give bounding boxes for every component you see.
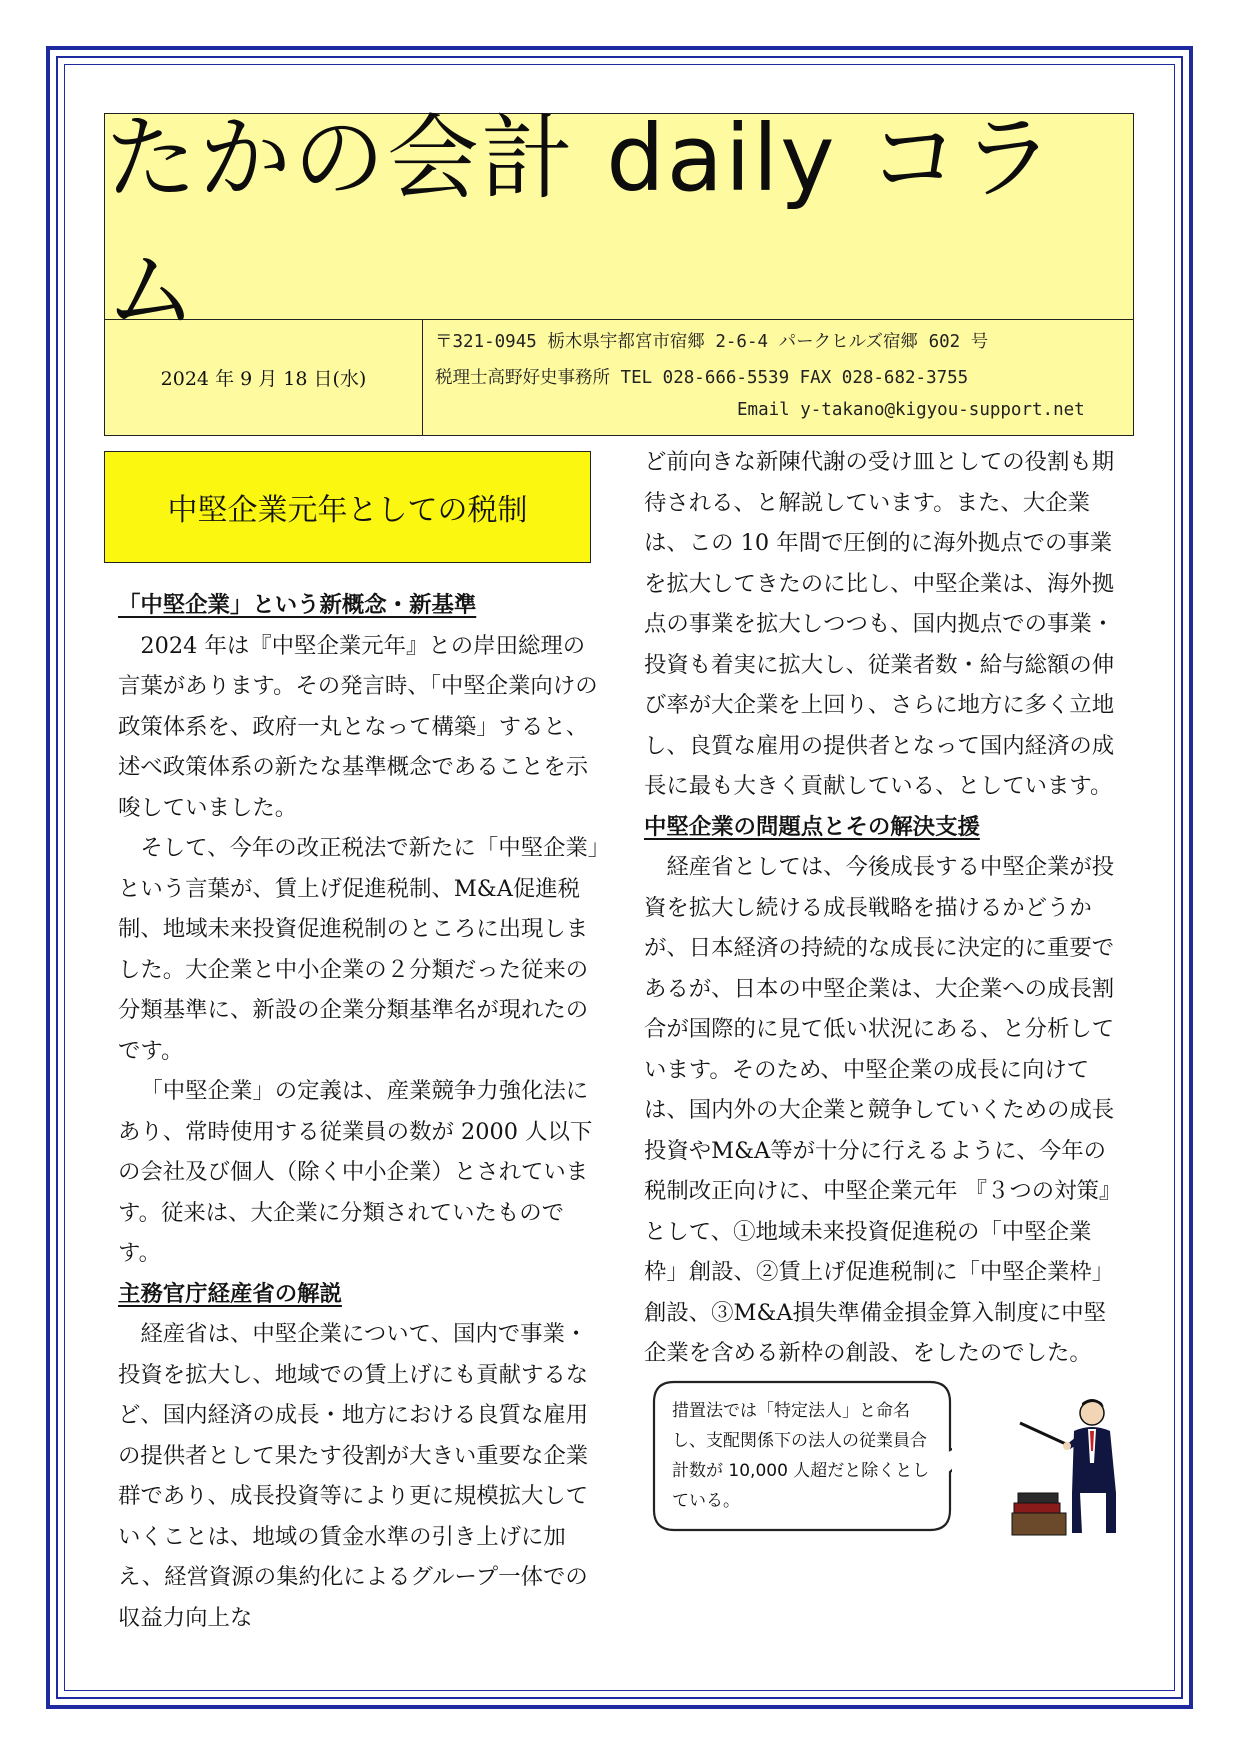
left-column bbox=[118, 585, 600, 1638]
presenter-pointer-icon bbox=[1010, 1393, 1125, 1538]
speech-bubble-text: 措置法では「特定法人」と命名し、支配関係下の法人の従業員合計数が 10,000 人超だと除くとしている。 bbox=[672, 1401, 930, 1511]
newsletter-header bbox=[104, 104, 1134, 436]
paragraph: 経産省は、中堅企業について、国内で事業・投資を拡大し、地域での賃上げにも貢献するなど、国内経済の成長・地方における良質な雇用の提供者として果たす役割が大きい重要な企業群であり、成長投資等により更に規模拡大していくことは、地域の賃金水準の引き上げに加え、経営資源の集約化によるグループ一体での収益力向上な bbox=[118, 1321, 589, 1631]
office-info bbox=[423, 320, 1133, 435]
right-column bbox=[644, 442, 1124, 1374]
paragraph: ど前向きな新陳代謝の受け皿としての役割も期待される、と解説しています。また、大企業は、この 10 年間で圧倒的に海外拠点での事業を拡大してきたのに比し、中堅企業は、海外拠点の事業を拡大しつつも、国内拠点での事業・投資も着実に拡大し、従業者数・給与総額の伸び率が大企業を上回り、さらに地方に多く立地し、良質な雇用の提供者となって国内経済の成長に最も大きく貢献している、としています。 bbox=[644, 449, 1115, 799]
section-heading-new-concept: 「中堅企業」という新概念・新基準 bbox=[118, 592, 477, 618]
office-name-phone: 税理士高野好史事務所 TEL 028-666-5539 FAX 028-682-3755 bbox=[435, 368, 969, 388]
paragraph: 「中堅企業」の定義は、産業競争力強化法にあり、常時使用する従業員の数が 2000 人以下の会社及び個人（除く中小企業）とされています。従来は、大企業に分類されていたものです。 bbox=[118, 1078, 593, 1266]
section-heading-issues: 中堅企業の問題点とその解決支援 bbox=[644, 813, 980, 840]
article-title: 中堅企業元年としての税制 bbox=[104, 451, 591, 563]
office-email: Email y-takano@kigyou-support.net bbox=[737, 400, 1085, 420]
section-heading-meti: 主務官庁経産省の解説 bbox=[118, 1280, 342, 1307]
newsletter-title: たかの会計 daily コラム bbox=[105, 114, 1133, 320]
paragraph: 経産省としては、今後成長する中堅企業が投資を拡大し続ける成長戦略を描けるかどうかが、日本経済の持続的な成長に決定的に重要であるが、日本の中堅企業は、大企業への成長割合が国際的に見て低い状況にある、と分析しています。そのため、中堅企業の成長に向けては、国内外の大企業と競争していくための成長投資やM&A等が十分に行えるように、今年の税制改正向けに、中堅企業元年 『３つの対策』として、①地域未来投資促進税の「中堅企業枠」創設、②賃上げ促進税制に「中堅企業枠」創設、③M&A損失準備金損金算入制度に中堅企業を含める新枠の創設、をしたのでした。 bbox=[644, 854, 1122, 1366]
issue-date: 2024 年 9 月 18 日(水) bbox=[105, 320, 423, 435]
paragraph: そして、今年の改正税法で新たに「中堅企業」という言葉が、賃上げ促進税制、M&A促進税制、地域未来投資促進税制のところに出現しました。大企業と中小企業の２分類だった従来の分類基準に、新設の企業分類基準名が現れたのです。 bbox=[118, 835, 599, 1064]
paragraph: 2024 年は『中堅企業元年』との岸田総理の言葉があります。その発言時、「中堅企業向けの政策体系を、政府一丸となって構築」すると、述べ政策体系の新たな基準概念であることを示唆していました。 bbox=[118, 632, 598, 821]
office-address: 〒321-0945 栃木県宇都宮市宿郷 2-6-4 パークヒルズ宿郷 602 号 bbox=[435, 332, 989, 352]
